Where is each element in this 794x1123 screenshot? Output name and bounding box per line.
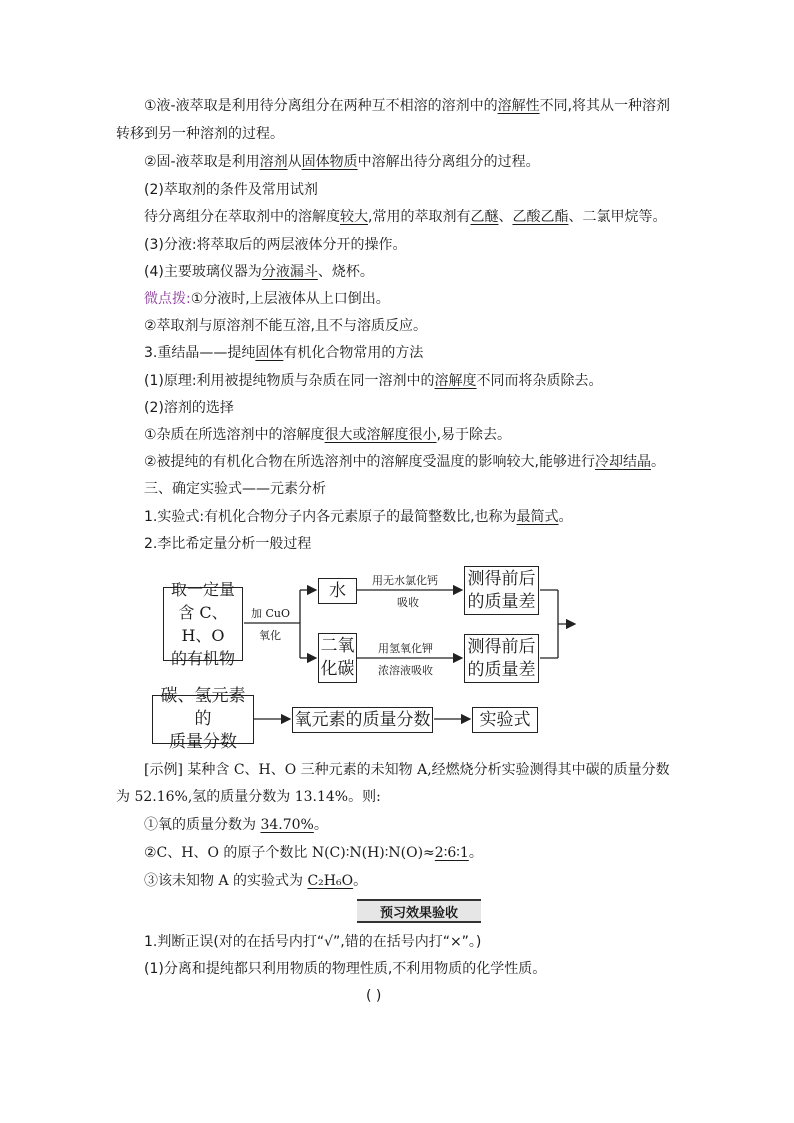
water-label-top: 用无水氯化钙 bbox=[372, 574, 438, 587]
text: ②C、H、O 的原子个数比 N(C)∶N(H)∶N(O)≈ bbox=[144, 845, 435, 861]
underlined-answer: 分液漏斗 bbox=[261, 264, 318, 280]
o-mass-box: 氧元素的质量分数 bbox=[292, 707, 433, 733]
text: ,常用的萃取剂有 bbox=[368, 209, 471, 225]
underlined-answer: C₂H₆O bbox=[307, 873, 354, 889]
text: ②被提纯的有机化合物在所选溶剂中的溶解度受温度的影响较大,能够进行 bbox=[144, 454, 595, 470]
example-line bbox=[144, 871, 367, 891]
text: ①杂质在所选溶剂中的溶解度 bbox=[144, 427, 325, 443]
text-line: (2)溶剂的选择 bbox=[144, 400, 234, 416]
text: 不同而将杂质除去。 bbox=[476, 373, 603, 389]
underlined-answer: 溶解性 bbox=[497, 98, 540, 114]
example-line bbox=[144, 843, 483, 863]
co2-label-bottom: 浓溶液吸收 bbox=[378, 664, 433, 677]
text: ②固-液萃取是利用 bbox=[144, 154, 260, 170]
text: 3.重结晶——提纯 bbox=[144, 345, 256, 361]
exercise-item: (1)分离和提纯都只利用物质的物理性质,不利用物质的化学性质。 bbox=[144, 961, 547, 977]
tip-label: 微点拨: bbox=[144, 291, 191, 307]
text: ①液-液萃取是利用待分离组分在两种互不相溶的溶剂中的 bbox=[144, 98, 498, 114]
underlined-answer: 固体 bbox=[255, 345, 284, 361]
text: 。 bbox=[353, 873, 368, 889]
text: 中溶解出待分离组分的过程。 bbox=[357, 154, 540, 170]
text: (1)原理:利用被提纯物质与杂质在同一溶剂中的 bbox=[144, 373, 435, 389]
text: 、烧杯。 bbox=[317, 264, 374, 280]
oxidize-label-bottom: 氧化 bbox=[259, 629, 281, 642]
answer-parentheses[interactable]: ( ) bbox=[366, 988, 382, 1004]
measure-box-1: 测得前后 的质量差 bbox=[464, 566, 539, 615]
example-line: 为 52.16%,氢的质量分数为 13.14%。则: bbox=[116, 789, 381, 805]
start-box: 取一定量 含 C、H、O 的有机物 bbox=[163, 587, 243, 661]
text-line: (3)分液:将萃取后的两层液体分开的操作。 bbox=[144, 237, 407, 253]
underlined-answer: 最简式 bbox=[516, 509, 559, 525]
text: 待分离组分在萃取剂中的溶解度 bbox=[144, 209, 340, 225]
underlined-answer: 溶剂 bbox=[259, 154, 288, 170]
text: 。 bbox=[651, 454, 665, 470]
text-line: 2.李比希定量分析一般过程 bbox=[144, 536, 312, 552]
exercise-question: 1.判断正误(对的在括号内打“√”,错的在括号内打“×”。) bbox=[144, 934, 482, 950]
text: 。 bbox=[558, 509, 573, 525]
underlined-answer: 乙醚 bbox=[470, 209, 499, 225]
underlined-answer: 乙酸乙酯 bbox=[512, 209, 569, 225]
text: (4)主要玻璃仪器为 bbox=[144, 264, 262, 280]
text: 。 bbox=[468, 845, 483, 861]
text: ,易于除去。 bbox=[436, 427, 512, 443]
text-line: ②萃取剂与原溶剂不能互溶,且不与溶质反应。 bbox=[144, 318, 427, 334]
underlined-answer: 溶解度 bbox=[434, 373, 477, 389]
text: 有机化合物常用的方法 bbox=[283, 345, 424, 361]
underlined-answer: 固体物质 bbox=[301, 154, 358, 170]
text: ①氧的质量分数为 bbox=[144, 817, 261, 833]
text: 不同,将其从一种溶剂 bbox=[539, 98, 671, 114]
example-line bbox=[144, 815, 328, 835]
underlined-answer: 34.70% bbox=[260, 817, 314, 833]
water-label-bottom: 吸收 bbox=[397, 596, 419, 609]
underlined-answer: 较大 bbox=[340, 209, 368, 225]
text-line: 转移到另一种溶剂的过程。 bbox=[116, 126, 284, 142]
text: 1.实验式:有机化合物分子内各元素原子的最简整数比,也称为 bbox=[144, 509, 517, 525]
text: 。 bbox=[313, 817, 328, 833]
section-header: 预习效果验收 bbox=[357, 899, 481, 923]
formula-box: 实验式 bbox=[472, 707, 538, 733]
text: ①分液时,上层液体从上口倒出。 bbox=[190, 291, 390, 307]
water-box: 水 bbox=[318, 578, 357, 604]
oxidize-label-top: 加 CuO bbox=[251, 607, 291, 620]
text: 、 bbox=[498, 209, 513, 225]
underlined-answer: 很大或溶解度很小 bbox=[324, 427, 437, 443]
text: 从 bbox=[287, 154, 302, 170]
text-line: (2)萃取剂的条件及常用试剂 bbox=[144, 182, 318, 198]
underlined-answer: 2∶6∶1 bbox=[434, 845, 469, 861]
section-heading: 三、确定实验式——元素分析 bbox=[144, 481, 326, 497]
ch-mass-box: 碳、氢元素的 质量分数 bbox=[152, 695, 254, 744]
measure-box-2: 测得前后 的质量差 bbox=[464, 634, 539, 683]
text: ③该未知物 A 的实验式为 bbox=[144, 873, 308, 889]
underlined-answer: 冷却结晶 bbox=[595, 454, 651, 470]
co2-box: 二氧 化碳 bbox=[318, 633, 357, 683]
co2-label-top: 用氢氧化钾 bbox=[378, 642, 433, 655]
example-line: [示例] 某种含 C、H、O 三种元素的未知物 A,经燃烧分析实验测得其中碳的质量分数 bbox=[144, 762, 670, 778]
text: 、二氯甲烷等。 bbox=[568, 209, 667, 225]
